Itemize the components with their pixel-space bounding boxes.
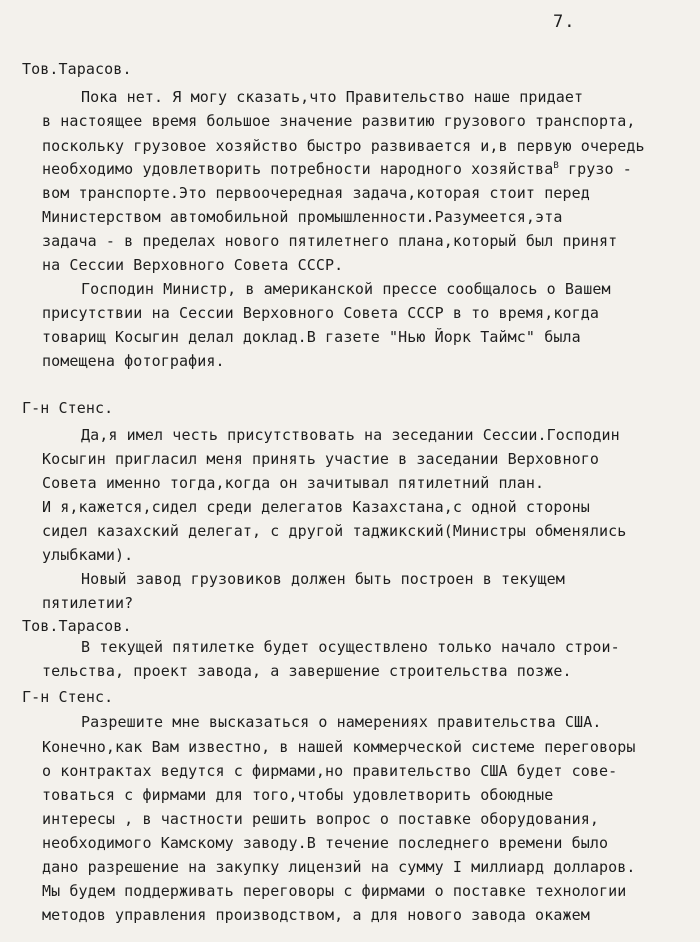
text-line: присутствии на Сессии Верховного Совета СССР в то время,когда xyxy=(42,304,599,322)
text-line: сидел казахский делегат, с другой таджикский(Министры обменялись xyxy=(42,522,627,540)
text-line: улыбками). xyxy=(42,546,134,564)
text-line: пятилетии? xyxy=(42,594,134,612)
text-line: дано разрешение на закупку лицензий на сумму I миллиард долларов. xyxy=(42,858,636,876)
text-line: Косыгин пригласил меня принять участие в заседании Верховного xyxy=(42,450,599,468)
text-line: Пока нет. Я могу сказать,что Правительство наше придает xyxy=(81,88,584,106)
text-line: тельства, проект завода, а завершение строительства позже. xyxy=(42,662,572,680)
text-line: о контрактах ведутся с фирмами,но правительство США будет сове- xyxy=(42,762,618,780)
page-number: 7. xyxy=(553,12,576,32)
text-line: товаться с фирмами для того,чтобы удовлетворить обоюдные xyxy=(42,786,554,804)
speaker-label: Тов.Тарасов. xyxy=(22,617,132,635)
text-line: методов управления производством, а для нового завода окажем xyxy=(42,906,590,924)
text-line: товарищ Косыгин делал доклад.В газете "Нью Йорк Таймс" была xyxy=(42,328,581,346)
text-line: И я,кажется,сидел среди делегатов Казахстана,с одной стороны xyxy=(42,498,590,516)
text-line: необходимого Камскому заводу.В течение последнего времени было xyxy=(42,834,609,852)
text-line: задача - в пределах нового пятилетнего плана,который был принят xyxy=(42,232,618,250)
text-line: Министерством автомобильной промышленности.Разумеется,эта xyxy=(42,208,563,226)
text-line: на Сессии Верховного Совета СССР. xyxy=(42,256,344,274)
text-line: интересы , в частности решить вопрос о поставке оборудования, xyxy=(42,810,599,828)
text-line: Новый завод грузовиков должен быть построен в текущем xyxy=(81,570,565,588)
text-line: в настоящее время большое значение развитию грузового транспорта, xyxy=(42,112,636,130)
text-line: вом транспорте.Это первоочередная задача,которая стоит перед xyxy=(42,184,590,202)
text-line: В текущей пятилетке будет осуществлено только начало строи- xyxy=(81,638,620,656)
text-line: Совета именно тогда,когда он зачитывал пятилетний план. xyxy=(42,474,545,492)
superscript-insert: В xyxy=(553,161,559,171)
text-line: Да,я имел честь присутствовать на зеседании Сессии.Господин xyxy=(81,426,620,444)
speaker-label: Г-н Стенс. xyxy=(22,688,114,706)
text-line: Мы будем поддерживать переговоры с фирмами о поставке технологии xyxy=(42,882,627,900)
text-line: поскольку грузовое хозяйство быстро развивается и,в первую очередь xyxy=(42,137,645,155)
speaker-label: Тов.Тарасов. xyxy=(22,60,132,78)
text-line: Разрешите мне высказаться о намерениях правительства США. xyxy=(81,713,602,731)
text-line: Конечно,как Вам известно, в нашей коммерческой системе переговоры xyxy=(42,738,636,756)
text-line: Господин Министр, в американской прессе сообщалось о Вашем xyxy=(81,280,611,298)
text-line: помещена фотография. xyxy=(42,352,225,370)
text-line: необходимо удовлетворить потребности народного хозяйства$^В$ грузо - xyxy=(42,160,632,178)
speaker-label: Г-н Стенс. xyxy=(22,399,114,417)
